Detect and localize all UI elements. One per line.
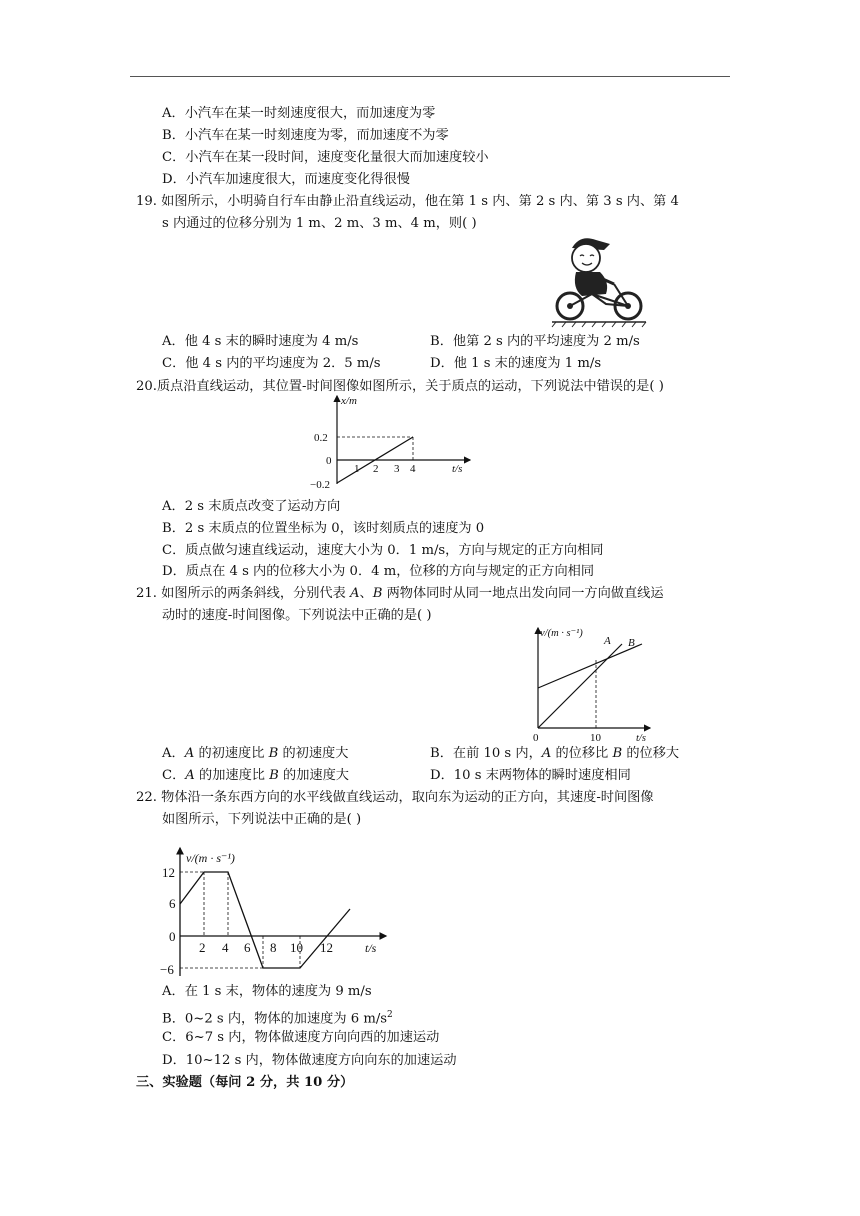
q21-option-d: D．10 s 末两物体的瞬时速度相同 bbox=[430, 768, 631, 783]
q20-position-time-graph bbox=[300, 392, 480, 492]
q22-xtick-label: 12 bbox=[320, 940, 333, 955]
q21-stem-line2: 动时的速度-时间图像。下列说法中正确的是( ) bbox=[162, 608, 432, 623]
q22-ytick-label: 12 bbox=[162, 865, 175, 880]
q18-option-d: D．小汽车加速度很大，而速度变化得很慢 bbox=[162, 172, 410, 187]
header-rule bbox=[130, 76, 730, 77]
q21-y-label: v/(m · s⁻¹) bbox=[540, 628, 583, 639]
cyclist-illustration bbox=[548, 232, 648, 328]
q19-option-d: D．他 1 s 末的速度为 1 m/s bbox=[430, 356, 602, 371]
q20-option-b: B．2 s 末质点的位置坐标为 0，该时刻质点的速度为 0 bbox=[162, 521, 485, 536]
q22-xtick-label: 4 bbox=[222, 940, 229, 955]
q22-ytick-label: 0 bbox=[169, 929, 176, 944]
q20-option-c: C．质点做匀速直线运动，速度大小为 0．1 m/s，方向与规定的正方向相同 bbox=[162, 543, 604, 558]
q21-xtick-label: 10 bbox=[590, 732, 601, 744]
q20-xtick-label: 2 bbox=[373, 463, 379, 475]
q22-xtick-label: 6 bbox=[244, 940, 251, 955]
q20-option-d: D．质点在 4 s 内的位移大小为 0．4 m，位移的方向与规定的正方向相同 bbox=[162, 564, 595, 579]
q20-xtick-label: 3 bbox=[394, 463, 400, 475]
q22-xtick-label: 8 bbox=[270, 940, 277, 955]
q20-option-a: A．2 s 末质点改变了运动方向 bbox=[162, 499, 341, 514]
q18-option-a: A．小汽车在某一时刻速度很大，而加速度为零 bbox=[162, 106, 436, 121]
q22-xtick-label: 10 bbox=[290, 940, 303, 955]
q22-ytick-label: −6 bbox=[160, 962, 174, 977]
q21-option-c: C．A 的加速度比 B 的加速度大 bbox=[162, 768, 349, 783]
q20-x-label: t/s bbox=[452, 463, 463, 475]
q21-option-b: B．在前 10 s 内，A 的位移比 B 的位移大 bbox=[430, 746, 680, 761]
q19-stem-line2: s 内通过的位移分别为 1 m、2 m、3 m、4 m，则( ) bbox=[162, 216, 477, 231]
q21-stem-line1: 21. 如图所示的两条斜线，分别代表 A、B 两物体同时从同一地点出发向同一方向做直线运 bbox=[136, 586, 664, 601]
q22-option-d: D．10~12 s 内，物体做速度方向向东的加速运动 bbox=[162, 1053, 457, 1068]
q20-stem: 20.质点沿直线运动，其位置-时间图像如图所示，关于质点的运动，下列说法中错误的是( ) bbox=[136, 379, 664, 394]
q19-option-a: A．他 4 s 末的瞬时速度为 4 m/s bbox=[162, 334, 359, 349]
q21-line-b bbox=[538, 644, 642, 688]
q20-xtick-label: 4 bbox=[410, 463, 416, 475]
q21-option-a: A．A 的初速度比 B 的初速度大 bbox=[162, 746, 349, 761]
q20-ytick-label: 0 bbox=[326, 455, 332, 467]
q22-stem-line1: 22. 物体沿一条东西方向的水平线做直线运动，取向东为运动的正方向，其速度-时间图像 bbox=[136, 790, 654, 805]
q20-ytick-label: −0.2 bbox=[310, 479, 330, 491]
q20-ytick-label: 0.2 bbox=[314, 432, 328, 444]
q19-option-c: C．他 4 s 内的平均速度为 2．5 m/s bbox=[162, 356, 381, 371]
q22-option-c: C．6~7 s 内，物体做速度方向向西的加速运动 bbox=[162, 1030, 440, 1045]
q18-option-c: C．小汽车在某一段时间，速度变化量很大而加速度较小 bbox=[162, 150, 489, 165]
q22-y-label: v/(m · s⁻¹) bbox=[186, 851, 235, 865]
q21-velocity-time-graph bbox=[524, 624, 664, 746]
q19-option-b: B．他第 2 s 内的平均速度为 2 m/s bbox=[430, 334, 640, 349]
q21-x-label: t/s bbox=[636, 733, 646, 744]
q22-ytick-label: 6 bbox=[169, 896, 176, 911]
q22-option-b: B．0~2 s 内，物体的加速度为 6 $m/s^2$ bbox=[162, 1010, 393, 1027]
q20-xtick-label: 1 bbox=[354, 463, 360, 475]
section-3-heading: 三、实验题（每问 2 分，共 10 分） bbox=[136, 1075, 354, 1090]
q21-origin-label: 0 bbox=[533, 732, 539, 744]
q19-stem-line1: 19. 如图所示，小明骑自行车由静止沿直线运动，他在第 1 s 内、第 2 s 内、第 3 s 内、第 4 bbox=[136, 194, 679, 209]
q22-xtick-label: 2 bbox=[199, 940, 206, 955]
q22-velocity-time-graph bbox=[150, 842, 400, 980]
q22-option-a: A．在 1 s 末，物体的速度为 9 m/s bbox=[162, 984, 372, 999]
q21-line-a bbox=[538, 644, 622, 728]
q22-x-label: t/s bbox=[365, 941, 377, 955]
q21-line-b-label: B bbox=[628, 637, 635, 649]
q22-stem-line2: 如图所示，下列说法中正确的是( ) bbox=[162, 812, 362, 827]
q20-y-label: x/m bbox=[341, 395, 357, 407]
q18-option-b: B．小汽车在某一时刻速度为零，而加速度不为零 bbox=[162, 128, 449, 143]
q21-line-a-label: A bbox=[604, 635, 611, 647]
